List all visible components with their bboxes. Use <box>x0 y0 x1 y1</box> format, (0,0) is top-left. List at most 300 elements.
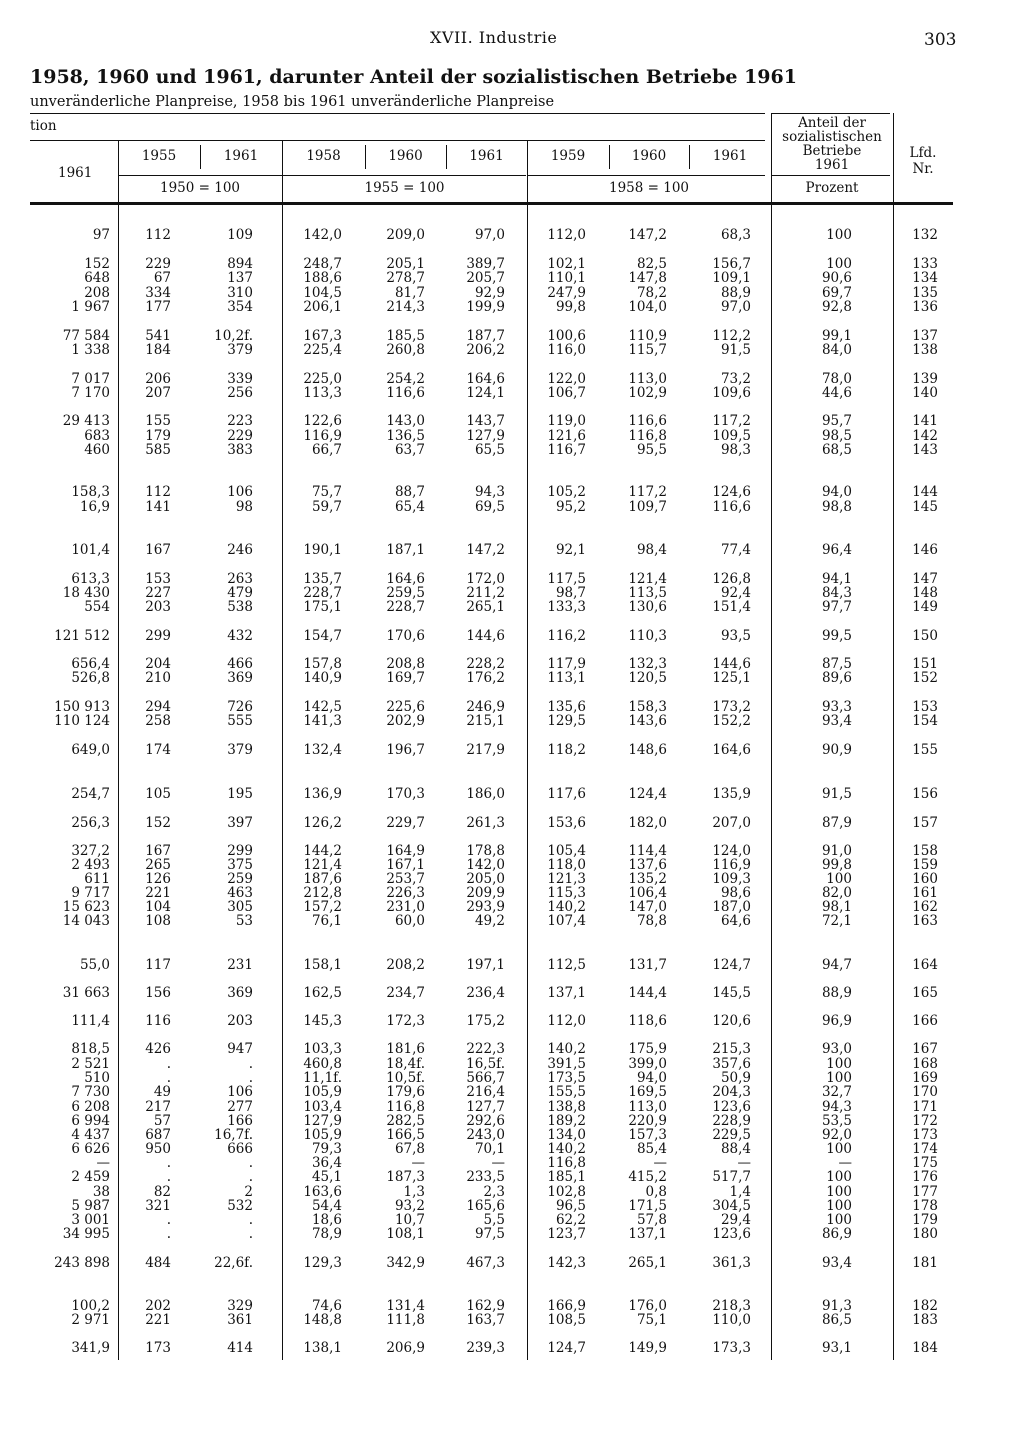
cell-idx-1958: 36,4 <box>311 1155 342 1171</box>
cell-idx-1955: 221 <box>145 1312 171 1328</box>
cell-idx-1959: 133,3 <box>547 599 586 615</box>
cell-anteil: 100 <box>826 1141 852 1157</box>
cell-anteil: 90,9 <box>821 742 852 758</box>
cell-anteil: 100 <box>826 1198 852 1214</box>
cell-prod-1961: 100,2 <box>71 1298 110 1314</box>
cell-idx-1961c: 361,3 <box>712 1255 751 1271</box>
cell-idx-1960a: 278,7 <box>386 270 425 286</box>
cell-idx-1960b: 399,0 <box>628 1056 667 1072</box>
cell-prod-1961: 7 730 <box>71 1084 110 1100</box>
cell-prod-1961: 6 208 <box>71 1099 110 1115</box>
cell-idx-1955: 117 <box>145 957 171 973</box>
cell-idx-1958: 76,1 <box>311 913 342 929</box>
cell-idx-1961b: 147,2 <box>466 542 505 558</box>
cell-idx-1961a: 463 <box>227 885 253 901</box>
cell-prod-1961: 2 459 <box>71 1169 110 1185</box>
cell-idx-1960a: 282,5 <box>386 1113 425 1129</box>
cell-idx-1958: 116,9 <box>303 428 342 444</box>
cell-idx-1958: 59,7 <box>311 499 342 515</box>
cell-prod-1961: 31 663 <box>62 985 110 1001</box>
table-row <box>0 1256 1024 1271</box>
cell-idx-1961b: 293,9 <box>466 899 505 915</box>
cell-idx-1959: 124,7 <box>547 1340 586 1356</box>
cell-idx-1958: 175,1 <box>303 599 342 615</box>
cell-idx-1958: 187,6 <box>303 871 342 887</box>
cell-idx-1960a: 187,3 <box>386 1169 425 1185</box>
cell-idx-1961a: 2 <box>244 1184 253 1200</box>
cell-lfd-nr: 159 <box>912 857 938 873</box>
cell-idx-1955: 294 <box>145 699 171 715</box>
cell-idx-1960a: 88,7 <box>394 484 425 500</box>
cell-idx-1958: 162,5 <box>303 985 342 1001</box>
header-anteil-1: Anteil der <box>798 115 866 131</box>
cell-idx-1961a: . <box>248 1169 253 1185</box>
cell-idx-1955: 229 <box>145 256 171 272</box>
cell-idx-1960a: 60,0 <box>394 913 425 929</box>
cell-lfd-nr: 175 <box>912 1155 938 1171</box>
cell-prod-1961: 7 170 <box>71 385 110 401</box>
cell-idx-1961a: 229 <box>227 428 253 444</box>
cell-lfd-nr: 144 <box>912 484 938 500</box>
cell-anteil: 91,3 <box>821 1298 852 1314</box>
cell-idx-1960b: 116,6 <box>628 413 667 429</box>
cell-lfd-nr: 172 <box>912 1113 938 1129</box>
header-g1-base: 1950 = 100 <box>159 180 241 196</box>
cell-idx-1960a: 254,2 <box>386 371 425 387</box>
header-g1-y1: 1955 <box>141 148 177 164</box>
cell-prod-1961: 327,2 <box>71 843 110 859</box>
cell-idx-1961b: 94,3 <box>474 484 505 500</box>
cell-idx-1958: 228,7 <box>303 585 342 601</box>
cell-idx-1959: 153,6 <box>547 815 586 831</box>
cell-lfd-nr: 145 <box>912 499 938 515</box>
cell-idx-1960b: 120,5 <box>628 670 667 686</box>
cell-lfd-nr: 158 <box>912 843 938 859</box>
cell-idx-1961c: 109,1 <box>712 270 751 286</box>
cell-lfd-nr: 139 <box>912 371 938 387</box>
header-g2-base: 1955 = 100 <box>364 180 445 196</box>
cell-idx-1961a: 894 <box>227 256 253 272</box>
cell-idx-1961b: 124,1 <box>466 385 505 401</box>
cell-idx-1955: 167 <box>145 843 171 859</box>
cell-idx-1961a: 256 <box>227 385 253 401</box>
cell-idx-1960b: 171,5 <box>628 1198 667 1214</box>
cell-idx-1959: 105,2 <box>547 484 586 500</box>
cell-idx-1961c: 187,0 <box>712 899 751 915</box>
cell-idx-1960a: 65,4 <box>394 499 425 515</box>
table-row <box>0 886 1024 901</box>
table-row <box>0 543 1024 558</box>
cell-idx-1955: 202 <box>145 1298 171 1314</box>
cell-idx-1961a: 259 <box>227 871 253 887</box>
cell-idx-1959: 107,4 <box>547 913 586 929</box>
cell-idx-1961c: 126,8 <box>712 571 751 587</box>
table-row <box>0 743 1024 758</box>
cell-idx-1960a: 259,5 <box>386 585 425 601</box>
cell-lfd-nr: 170 <box>912 1084 938 1100</box>
table-row <box>0 572 1024 587</box>
cell-idx-1961a: 22,6f. <box>214 1255 253 1271</box>
cell-idx-1959: 137,1 <box>547 985 586 1001</box>
cell-idx-1960a: 136,5 <box>386 428 425 444</box>
cell-idx-1955: 82 <box>153 1184 171 1200</box>
cell-anteil: 44,6 <box>821 385 852 401</box>
cell-prod-1961: 77 584 <box>62 328 110 344</box>
cell-idx-1958: 121,4 <box>303 857 342 873</box>
cell-idx-1959: 391,5 <box>547 1056 586 1072</box>
cell-idx-1961c: 120,6 <box>712 1013 751 1029</box>
table-row <box>0 700 1024 715</box>
cell-idx-1961b: 127,9 <box>466 428 505 444</box>
cell-idx-1960a: 67,8 <box>394 1141 425 1157</box>
cell-idx-1961b: 65,5 <box>474 442 505 458</box>
cell-prod-1961: 2 493 <box>71 857 110 873</box>
cell-idx-1958: 144,2 <box>303 843 342 859</box>
cell-anteil: 86,5 <box>821 1312 852 1328</box>
cell-prod-1961: 818,5 <box>71 1041 110 1057</box>
cell-idx-1960a: 10,7 <box>394 1212 425 1228</box>
cell-idx-1955: 585 <box>145 442 171 458</box>
cell-idx-1960b: 94,0 <box>636 1070 667 1086</box>
cell-idx-1961a: 10,2f. <box>214 328 253 344</box>
cell-idx-1961b: 127,7 <box>466 1099 505 1115</box>
cell-idx-1961b: 389,7 <box>466 256 505 272</box>
cell-idx-1961c: 93,5 <box>720 628 751 644</box>
cell-anteil: 100 <box>826 1056 852 1072</box>
cell-idx-1955: 174 <box>145 742 171 758</box>
cell-anteil: 93,1 <box>821 1340 852 1356</box>
cell-idx-1961b: 211,2 <box>466 585 505 601</box>
cell-idx-1961b: 142,0 <box>466 857 505 873</box>
cell-anteil: 69,7 <box>821 285 852 301</box>
header-g3-y1: 1959 <box>550 148 586 164</box>
cell-idx-1960b: 82,5 <box>636 256 667 272</box>
cell-idx-1955: 221 <box>145 885 171 901</box>
cell-idx-1961b: 233,5 <box>466 1169 505 1185</box>
cell-anteil: 93,3 <box>821 699 852 715</box>
cell-anteil: 98,5 <box>821 428 852 444</box>
cell-prod-1961: 1 338 <box>71 342 110 358</box>
cell-anteil: — <box>838 1155 852 1171</box>
cell-idx-1960a: 10,5f. <box>386 1070 425 1086</box>
cell-anteil: 94,3 <box>821 1099 852 1115</box>
cell-idx-1961b: 215,1 <box>466 713 505 729</box>
cell-idx-1960b: 85,4 <box>636 1141 667 1157</box>
table-row <box>0 1156 1024 1171</box>
header-g2-y1: 1958 <box>306 148 341 164</box>
cell-idx-1955: 210 <box>145 670 171 686</box>
cell-idx-1960b: 75,1 <box>636 1312 667 1328</box>
cell-prod-1961: 18 430 <box>62 585 110 601</box>
cell-idx-1961a: 195 <box>227 786 253 802</box>
cell-idx-1961c: 517,7 <box>712 1169 751 1185</box>
table-row <box>0 958 1024 973</box>
cell-idx-1961c: 98,6 <box>720 885 751 901</box>
table-row <box>0 1100 1024 1115</box>
cell-idx-1961c: 77,4 <box>720 542 751 558</box>
cell-anteil: 88,9 <box>821 985 852 1001</box>
cell-idx-1960b: 0,8 <box>645 1184 667 1200</box>
cell-idx-1958: 135,7 <box>303 571 342 587</box>
cell-idx-1960a: 131,4 <box>386 1298 425 1314</box>
cell-lfd-nr: 168 <box>912 1056 938 1072</box>
cell-idx-1959: 173,5 <box>547 1070 586 1086</box>
cell-idx-1959: 121,3 <box>547 871 586 887</box>
cell-idx-1961a: 361 <box>227 1312 253 1328</box>
cell-lfd-nr: 148 <box>912 585 938 601</box>
cell-idx-1960b: 110,9 <box>628 328 667 344</box>
cell-idx-1960a: 229,7 <box>386 815 425 831</box>
table-row <box>0 1114 1024 1129</box>
table-row <box>0 629 1024 644</box>
cell-prod-1961: 9 717 <box>71 885 110 901</box>
table-row <box>0 500 1024 515</box>
cell-lfd-nr: 178 <box>912 1198 938 1214</box>
cell-idx-1955: 950 <box>145 1141 171 1157</box>
cell-lfd-nr: 153 <box>912 699 938 715</box>
cell-idx-1959: 117,5 <box>547 571 586 587</box>
cell-idx-1960b: 135,2 <box>628 871 667 887</box>
cell-idx-1960a: 187,1 <box>386 542 425 558</box>
cell-idx-1961c: 117,2 <box>712 413 751 429</box>
cell-idx-1955: 108 <box>145 913 171 929</box>
cell-idx-1961b: 243,0 <box>466 1127 505 1143</box>
cell-anteil: 92,8 <box>821 299 852 315</box>
cell-idx-1961c: 109,6 <box>712 385 751 401</box>
cell-idx-1958: 141,3 <box>303 713 342 729</box>
cell-idx-1959: 140,2 <box>547 899 586 915</box>
cell-idx-1959: 122,0 <box>547 371 586 387</box>
table-row <box>0 900 1024 915</box>
cell-lfd-nr: 142 <box>912 428 938 444</box>
table-row <box>0 343 1024 358</box>
running-head: XVII. Industrie <box>430 28 558 47</box>
cell-idx-1961c: — <box>737 1155 751 1171</box>
cell-idx-1961c: 109,3 <box>712 871 751 887</box>
cell-idx-1961a: 369 <box>227 985 253 1001</box>
cell-idx-1961c: 151,4 <box>712 599 751 615</box>
cell-idx-1961a: 231 <box>227 957 253 973</box>
cell-idx-1958: 103,4 <box>303 1099 342 1115</box>
cell-idx-1958: 127,9 <box>303 1113 342 1129</box>
cell-idx-1958: 105,9 <box>303 1084 342 1100</box>
cell-lfd-nr: 180 <box>912 1226 938 1242</box>
cell-idx-1961a: 246 <box>227 542 253 558</box>
cell-idx-1961b: 261,3 <box>466 815 505 831</box>
cell-idx-1960b: 175,9 <box>628 1041 667 1057</box>
cell-prod-1961: 7 017 <box>71 371 110 387</box>
cell-idx-1961b: 143,7 <box>466 413 505 429</box>
cell-idx-1961c: 357,6 <box>712 1056 751 1072</box>
cell-idx-1960a: 226,3 <box>386 885 425 901</box>
cell-anteil: 91,0 <box>821 843 852 859</box>
cell-prod-1961: 4 437 <box>71 1127 110 1143</box>
table-row <box>0 1170 1024 1185</box>
table-row <box>0 1299 1024 1314</box>
cell-idx-1959: 62,2 <box>555 1212 586 1228</box>
cell-idx-1961b: 92,9 <box>474 285 505 301</box>
cell-idx-1960a: — <box>411 1155 425 1171</box>
cell-idx-1960a: 342,9 <box>386 1255 425 1271</box>
table-row <box>0 600 1024 615</box>
cell-idx-1960a: 172,3 <box>386 1013 425 1029</box>
cell-idx-1959: 100,6 <box>547 328 586 344</box>
cell-idx-1959: 102,8 <box>547 1184 586 1200</box>
cell-prod-1961: 15 623 <box>62 899 110 915</box>
cell-idx-1960a: 116,6 <box>386 385 425 401</box>
cell-anteil: 86,9 <box>821 1226 852 1242</box>
cell-prod-1961: 656,4 <box>71 656 110 672</box>
cell-idx-1955: 541 <box>145 328 171 344</box>
cell-idx-1958: 105,9 <box>303 1127 342 1143</box>
cell-idx-1955: 177 <box>145 299 171 315</box>
table-row <box>0 986 1024 1001</box>
cell-idx-1961a: . <box>248 1212 253 1228</box>
header-g2-y2: 1960 <box>388 148 423 164</box>
cell-idx-1961a: 432 <box>227 628 253 644</box>
cell-idx-1961a: 354 <box>227 299 253 315</box>
cell-idx-1960a: 231,0 <box>386 899 425 915</box>
cell-idx-1961b: 16,5f. <box>466 1056 505 1072</box>
cell-idx-1958: 206,1 <box>303 299 342 315</box>
cell-idx-1959: 96,5 <box>555 1198 586 1214</box>
cell-idx-1955: 203 <box>145 599 171 615</box>
cell-idx-1961a: . <box>248 1070 253 1086</box>
table-row <box>0 286 1024 301</box>
cell-lfd-nr: 171 <box>912 1099 938 1115</box>
cell-idx-1961c: 68,3 <box>720 227 751 243</box>
cell-idx-1961c: 228,9 <box>712 1113 751 1129</box>
cell-anteil: 90,6 <box>821 270 852 286</box>
cell-anteil: 100 <box>826 256 852 272</box>
cell-idx-1959: 116,8 <box>547 1155 586 1171</box>
cell-prod-1961: 648 <box>84 270 110 286</box>
cell-idx-1960b: 182,0 <box>628 815 667 831</box>
cell-idx-1955: 104 <box>145 899 171 915</box>
header-g3-y2: 1960 <box>631 148 667 164</box>
cell-idx-1958: 113,3 <box>303 385 342 401</box>
cell-idx-1960b: 117,2 <box>628 484 667 500</box>
table-row <box>0 1014 1024 1029</box>
cell-idx-1960a: 166,5 <box>386 1127 425 1143</box>
cell-idx-1960b: 104,0 <box>628 299 667 315</box>
cell-idx-1960a: 208,2 <box>386 957 425 973</box>
cell-idx-1959: 189,2 <box>547 1113 586 1129</box>
cell-idx-1961c: 110,0 <box>712 1312 751 1328</box>
cell-idx-1960a: 81,7 <box>394 285 425 301</box>
cell-idx-1960a: 205,1 <box>386 256 425 272</box>
cell-idx-1959: 116,0 <box>547 342 586 358</box>
cell-idx-1960b: 147,0 <box>628 899 667 915</box>
table-row <box>0 872 1024 887</box>
cell-idx-1961a: 329 <box>227 1298 253 1314</box>
cell-idx-1961c: 218,3 <box>712 1298 751 1314</box>
table-row <box>0 329 1024 344</box>
cell-idx-1961a: 53 <box>235 913 253 929</box>
cell-idx-1960a: 208,8 <box>386 656 425 672</box>
cell-prod-1961: 526,8 <box>71 670 110 686</box>
cell-prod-1961: 3 001 <box>71 1212 110 1228</box>
cell-idx-1958: 103,3 <box>303 1041 342 1057</box>
cell-idx-1961c: 204,3 <box>712 1084 751 1100</box>
cell-idx-1959: 113,1 <box>547 670 586 686</box>
cell-anteil: 94,7 <box>821 957 852 973</box>
cell-idx-1955: 687 <box>145 1127 171 1143</box>
cell-anteil: 100 <box>826 1184 852 1200</box>
cell-idx-1955: 179 <box>145 428 171 444</box>
cell-idx-1958: 136,9 <box>303 786 342 802</box>
cell-idx-1955: 334 <box>145 285 171 301</box>
cell-idx-1961a: 532 <box>227 1198 253 1214</box>
cell-idx-1959: 135,6 <box>547 699 586 715</box>
cell-idx-1961c: 173,2 <box>712 699 751 715</box>
cell-idx-1960b: 148,6 <box>628 742 667 758</box>
cell-idx-1959: 134,0 <box>547 1127 586 1143</box>
cell-idx-1961c: 88,4 <box>720 1141 751 1157</box>
cell-idx-1959: 112,0 <box>547 1013 586 1029</box>
cell-lfd-nr: 167 <box>912 1041 938 1057</box>
cell-prod-1961: 110 124 <box>54 713 110 729</box>
cell-idx-1955: 116 <box>145 1013 171 1029</box>
cell-prod-1961: 554 <box>84 599 110 615</box>
cell-lfd-nr: 146 <box>912 542 938 558</box>
cell-idx-1961c: 173,3 <box>712 1340 751 1356</box>
cell-idx-1960b: 102,9 <box>628 385 667 401</box>
cell-idx-1955: 156 <box>145 985 171 1001</box>
cell-prod-1961: 208 <box>84 285 110 301</box>
cell-prod-1961: 97 <box>92 227 110 243</box>
cell-idx-1958: 163,6 <box>303 1184 342 1200</box>
cell-idx-1960a: 234,7 <box>386 985 425 1001</box>
cell-prod-1961: 55,0 <box>79 957 110 973</box>
cell-idx-1958: 104,5 <box>303 285 342 301</box>
cell-idx-1958: 157,2 <box>303 899 342 915</box>
cell-idx-1960a: 185,5 <box>386 328 425 344</box>
header-lfd-1: Lfd. <box>909 145 937 161</box>
cell-idx-1961a: 375 <box>227 857 253 873</box>
cell-idx-1958: 148,8 <box>303 1312 342 1328</box>
cell-prod-1961: 152 <box>84 256 110 272</box>
cell-idx-1961b: 175,2 <box>466 1013 505 1029</box>
cell-lfd-nr: 173 <box>912 1127 938 1143</box>
cell-prod-1961: 14 043 <box>62 913 110 929</box>
cell-idx-1960a: 225,6 <box>386 699 425 715</box>
cell-idx-1960a: 202,9 <box>386 713 425 729</box>
cell-anteil: 53,5 <box>821 1113 852 1129</box>
cell-idx-1958: 167,3 <box>303 328 342 344</box>
cell-prod-1961: 611 <box>84 871 110 887</box>
cell-idx-1955: 204 <box>145 656 171 672</box>
cell-lfd-nr: 151 <box>912 656 938 672</box>
table-row <box>0 414 1024 429</box>
cell-anteil: 87,9 <box>821 815 852 831</box>
cell-idx-1961a: 223 <box>227 413 253 429</box>
cell-prod-1961: 683 <box>84 428 110 444</box>
cell-idx-1960b: 265,1 <box>628 1255 667 1271</box>
cell-idx-1960a: 1,3 <box>403 1184 425 1200</box>
cell-idx-1958: 140,9 <box>303 670 342 686</box>
cell-idx-1960a: 228,7 <box>386 599 425 615</box>
cell-prod-1961: 16,9 <box>79 499 110 515</box>
cell-idx-1961c: 215,3 <box>712 1041 751 1057</box>
cell-idx-1958: 142,5 <box>303 699 342 715</box>
cell-idx-1959: 155,5 <box>547 1084 586 1100</box>
cell-idx-1961a: 277 <box>227 1099 253 1115</box>
cell-idx-1961c: 304,5 <box>712 1198 751 1214</box>
cell-idx-1961c: 145,5 <box>712 985 751 1001</box>
cell-idx-1959: 117,9 <box>547 656 586 672</box>
header-g3-y3: 1961 <box>712 148 748 164</box>
